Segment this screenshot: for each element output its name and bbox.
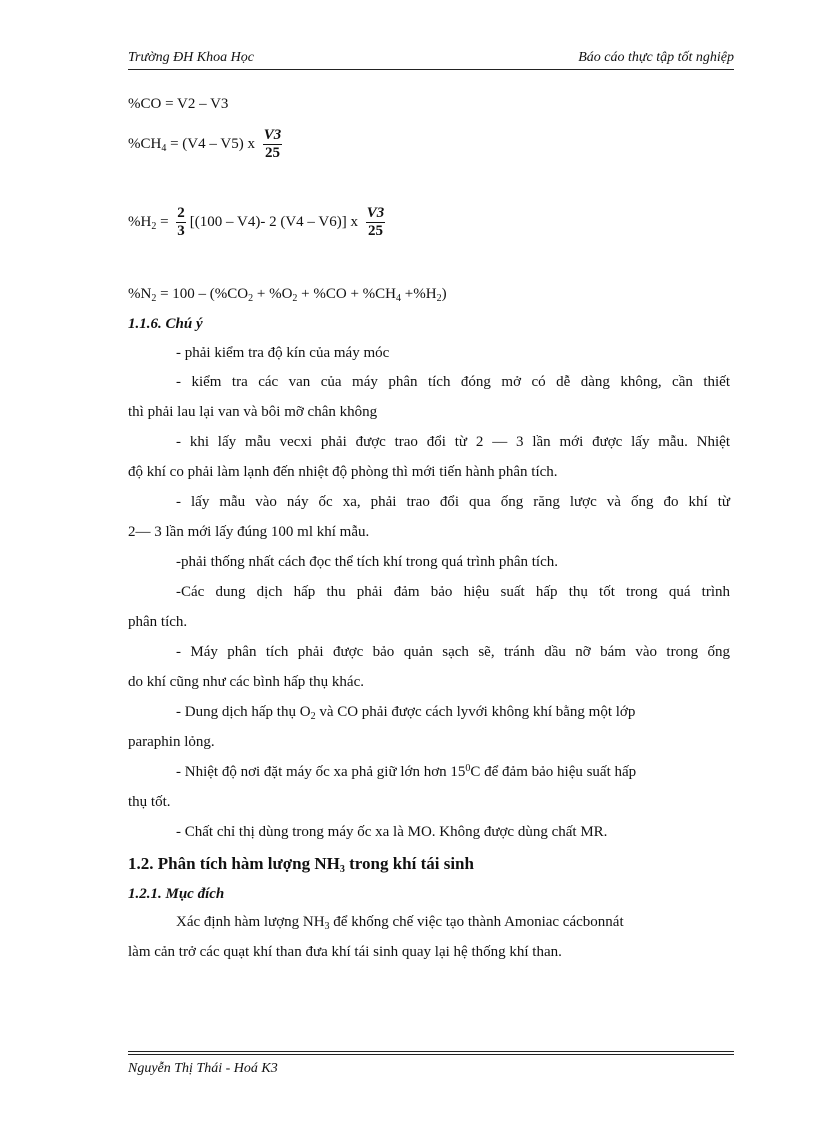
footer-rule [128,1051,734,1052]
footer-rule [128,1054,734,1055]
note-line: thụ tốt. [128,794,171,810]
note-line: - phải kiểm tra độ kín của máy móc [176,345,390,361]
formula-h2: $\%H_2$ = $\frac{2}{3}$ [(100 – V4)- 2 (V4 – V6)] x $\frac{V3}{25}$ [128,205,385,240]
note-line: - Chất chỉ thị dùng trong máy ốc xa là MO. Không được dùng chất MR. [176,824,608,840]
note-line: paraphin lỏng. [128,734,215,750]
formula-ch4: $\%CH_4 = (V4 - V5)$ x $\frac{V3}{25}$ [128,127,282,162]
fraction-v3-25: $\frac{V3}{25}$ [263,127,282,162]
fraction-v3-25: $\frac{V3}{25}$ [366,205,385,240]
note-line: -phải thống nhất cách đọc thể tích khí trong quá trình phân tích. [176,554,558,570]
note-line: -Các dung dịch hấp thu phải đảm bảo hiệu suất hấp thụ tốt trong quá trình [176,584,730,600]
note-line: thì phải lau lại van và bôi mỡ chân không [128,404,378,420]
section-heading-116: 1.1.6. Chú ý [128,316,203,332]
header-rule [128,69,734,70]
page-footer: Nguyễn Thị Thái - Hoá K3 [128,1061,278,1076]
section-heading-121: 1.2.1. Mục đích [128,886,225,902]
note-line: - khi lấy mẫu vecxi phải được trao đổi từ 2 — 3 lần mới được lấy mẫu. Nhiệt [176,434,730,450]
fraction-2-3: $\frac{2}{3}$ [177,205,185,240]
note-line: - Máy phân tích phải được bảo quản sạch sẽ, tránh dầu nỡ bám vào trong ống [176,644,730,660]
formula-co: %CO = V2 – V3 [128,96,229,112]
note-line: - kiểm tra các van của máy phân tích đóng mở có dễ dàng không, cần thiết [176,374,730,390]
note-line: 2— 3 lần mới lấy đúng 100 ml khí mẫu. [128,524,370,540]
header-left: Trường ĐH Khoa Học [128,50,254,65]
header-right: Báo cáo thực tập tốt nghiệp [578,50,734,65]
purpose-line: Xác định hàm lượng $NH_3$ để khống chế việc tạo thành Amoniac cácbonnát [176,914,624,932]
note-line: độ khí co phải làm lạnh đến nhiệt độ phòng thì mới tiến hành phân tích. [128,464,558,480]
note-line: do khí cũng như các bình hấp thụ khác. [128,674,364,690]
note-line: - lấy mẫu vào náy ốc xa, phải trao đổi qua ống răng lược và ống đo khí từ [176,494,730,510]
section-heading-12: 1.2. Phân tích hàm lượng $NH_3$ trong khí tái sinh [128,854,474,875]
page-header [128,50,734,68]
note-line: - Nhiệt độ nơi đặt máy ốc xa phả giữ lớn hơn $15^0C$ để đảm bảo hiệu suất hấp [176,763,637,780]
note-line: - Dung dịch hấp thụ $O_2$ và CO phải được cách lyvới không khí bằng một lớp [176,704,636,722]
note-line: phân tích. [128,614,188,630]
purpose-line: làm cản trở các quạt khí than đưa khí tái sinh quay lại hệ thống khí than. [128,944,562,960]
formula-n2: $\%N_2 = 100 - (\%CO_2 + \%O_2 + \%CO + \%CH_4 +\%H_2)$ [128,286,447,304]
